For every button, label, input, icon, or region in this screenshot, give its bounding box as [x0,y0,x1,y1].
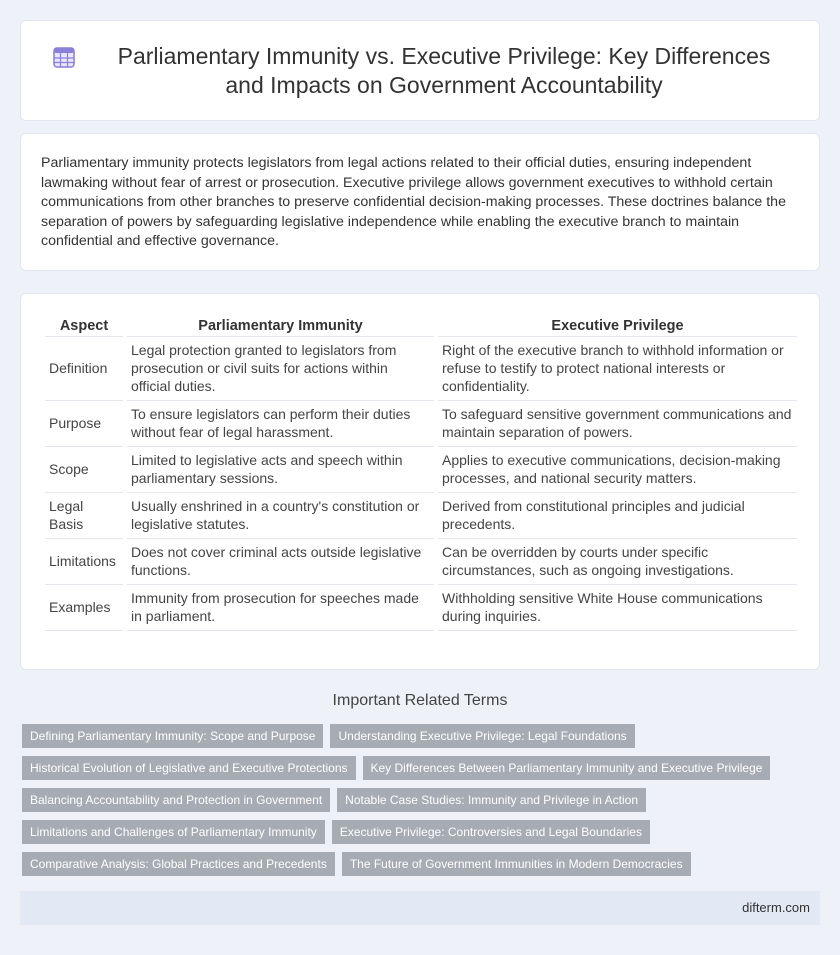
table-row [45,401,797,447]
cell-executive-privilege: Derived from constitutional principles and judicial precedents. [438,493,797,539]
cell-aspect: Purpose [45,401,123,447]
related-terms-list [22,724,822,884]
related-terms-heading: Important Related Terms [332,692,508,709]
cell-aspect: Scope [45,447,123,493]
table-icon [51,44,77,70]
table-row [45,585,797,631]
table-header-row [45,312,797,337]
cell-aspect: Legal Basis [45,493,123,539]
related-term-link[interactable]: Comparative Analysis: Global Practices and Precedents [22,852,335,876]
cell-aspect: Limitations [45,539,123,585]
cell-parliamentary-immunity: To ensure legislators can perform their duties without fear of legal harassment. [127,401,434,447]
tag-row [22,756,822,780]
cell-executive-privilege: Can be overridden by courts under specific circumstances, such as ongoing investigations. [438,539,797,585]
cell-parliamentary-immunity: Does not cover criminal acts outside legislative functions. [127,539,434,585]
cell-aspect: Examples [45,585,123,631]
cell-aspect: Definition [45,337,123,401]
site-name[interactable]: difterm.com [742,900,810,915]
cell-parliamentary-immunity: Immunity from prosecution for speeches made in parliament. [127,585,434,631]
table-row [45,447,797,493]
related-term-link[interactable]: The Future of Government Immunities in Modern Democracies [342,852,691,876]
cell-parliamentary-immunity: Legal protection granted to legislators from prosecution or civil suits for actions within official duties. [127,337,434,401]
related-term-link[interactable]: Executive Privilege: Controversies and Legal Boundaries [332,820,650,844]
cell-parliamentary-immunity: Usually enshrined in a country's constitution or legislative statutes. [127,493,434,539]
related-term-link[interactable]: Key Differences Between Parliamentary Immunity and Executive Privilege [363,756,771,780]
cell-executive-privilege: Right of the executive branch to withhold information or refuse to testify to protect national interests or confidentiality. [438,337,797,401]
intro-text: Parliamentary immunity protects legislators from legal actions related to their official duties, ensuring independent lawmaking without fear of arrest or prosecution. Executive privilege allows government executives to withhold certain communications from other branches to preserve confidential decision-making processes. These doctrines balance the separation of powers by safeguarding legislative independence while enabling the executive branch to maintain confidential and effective governance. [41,155,786,249]
column-header-aspect: Aspect [45,312,123,337]
intro-card [20,133,820,271]
related-term-link[interactable]: Historical Evolution of Legislative and Executive Protections [22,756,356,780]
column-header-executive-privilege: Executive Privilege [438,312,797,337]
column-header-parliamentary-immunity: Parliamentary Immunity [127,312,434,337]
footer [20,891,820,925]
cell-executive-privilege: Applies to executive communications, decision-making processes, and national security matters. [438,447,797,493]
table-row [45,493,797,539]
comparison-table [41,312,801,631]
tag-row [22,820,822,844]
table-row [45,337,797,401]
related-term-link[interactable]: Defining Parliamentary Immunity: Scope and Purpose [22,724,323,748]
cell-parliamentary-immunity: Limited to legislative acts and speech within parliamentary sessions. [127,447,434,493]
tag-row [22,724,822,748]
tag-row [22,852,822,876]
cell-executive-privilege: Withholding sensitive White House communications during inquiries. [438,585,797,631]
related-term-link[interactable]: Limitations and Challenges of Parliamentary Immunity [22,820,325,844]
tag-row [22,788,822,812]
cell-executive-privilege: To safeguard sensitive government communications and maintain separation of powers. [438,401,797,447]
header-card [20,20,820,121]
related-term-link[interactable]: Understanding Executive Privilege: Legal Foundations [330,724,634,748]
related-term-link[interactable]: Balancing Accountability and Protection in Government [22,788,330,812]
page-title: Parliamentary Immunity vs. Executive Privilege: Key Differences and Impacts on Government Accountability [117,42,771,98]
comparison-table-card [20,293,820,670]
related-term-link[interactable]: Notable Case Studies: Immunity and Privilege in Action [337,788,646,812]
table-row [45,539,797,585]
